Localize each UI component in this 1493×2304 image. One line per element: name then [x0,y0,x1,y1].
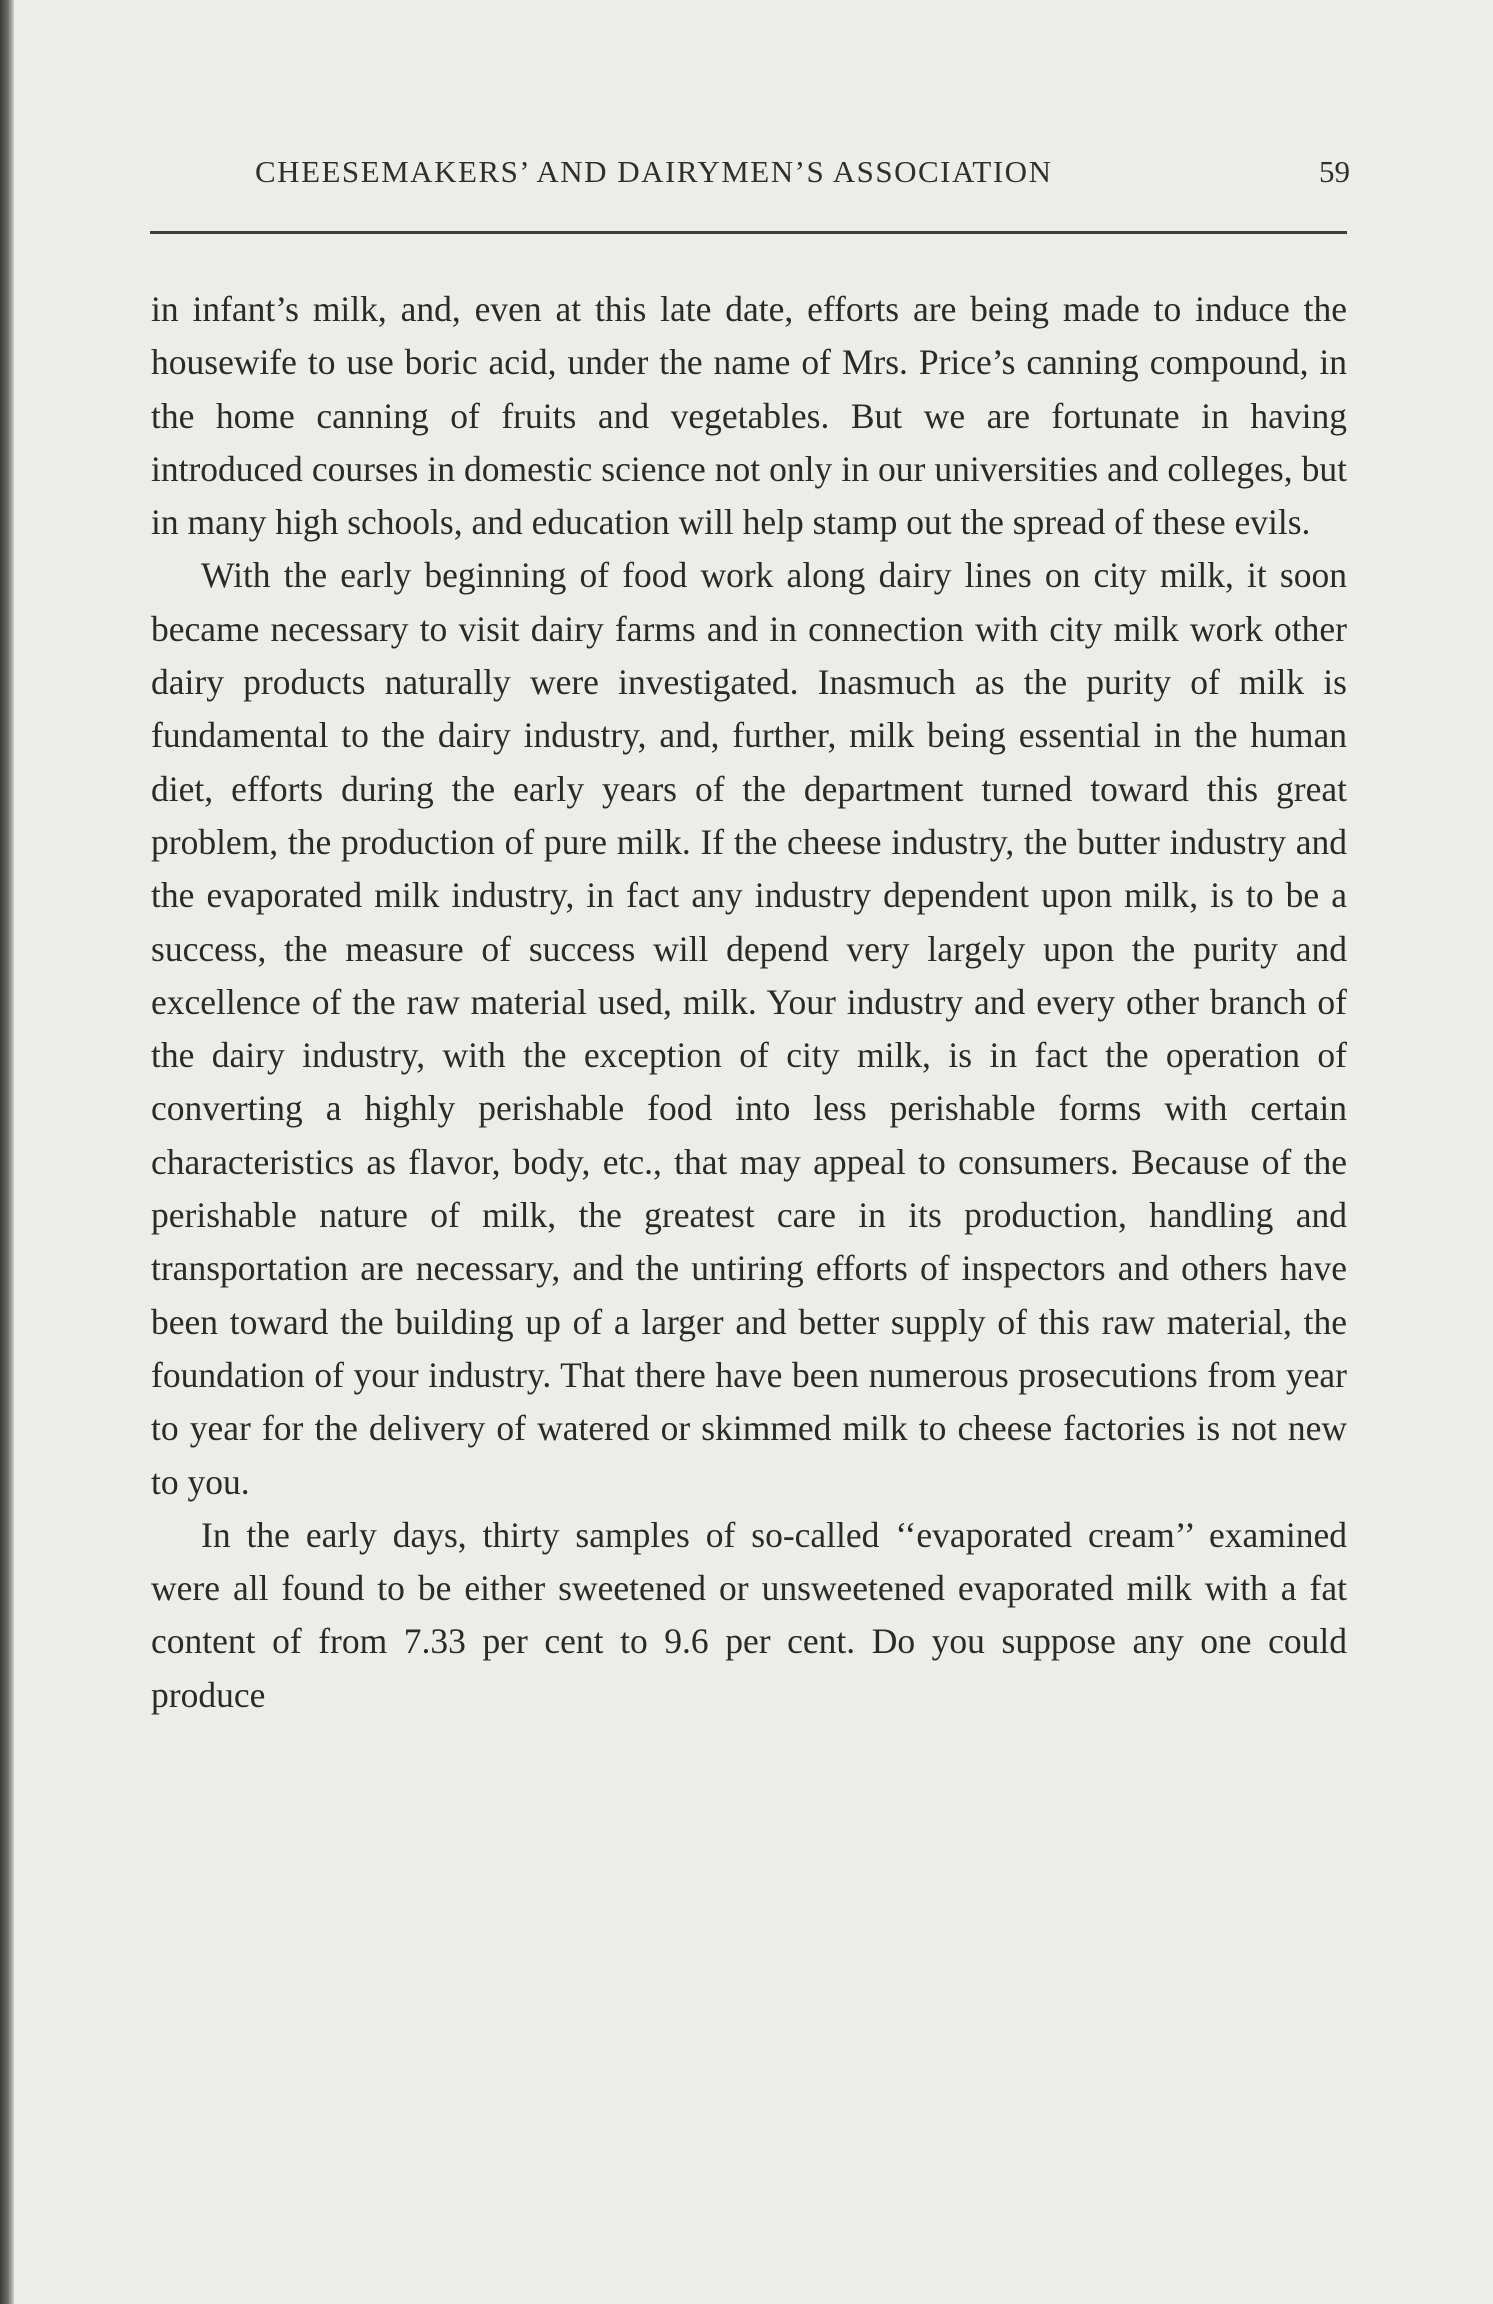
running-title: CHEESEMAKERS’ AND DAIRYMEN’S ASSOCIATION [255,154,1053,189]
paragraph-1: in infant’s milk, and, even at this late date, efforts are being made to induce the housewife to use boric acid, under the name of Mrs. Price’s canning compound, in the home canning of fruits and vegetables. But we are fortunate in having introduced courses in domestic science not only in our universities and colleges, but in many high schools, and education will help stamp out the spread of these evils. [151,289,1347,543]
page-number: 59 [1319,154,1350,189]
header-rule [150,231,1347,234]
body-text [151,283,1347,1722]
running-head [150,146,1350,196]
paragraph-3: In the early days, thirty samples of so-called ‘‘evaporated cream’’ examined were all found to be either sweetened or unsweetened evaporated milk with a fat content of from 7.33 per cent to 9.6 per cent. Do you suppose any one could produce [151,1514,1347,1715]
paragraph-2: With the early beginning of food work along dairy lines on city milk, it soon became necessary to visit dairy farms and in connection with city milk work other dairy products naturally were investigated. Inasmuch as the purity of milk is fundamental to the dairy industry, and, further, milk being essential in the human diet, efforts during the early years of the department turned toward this great problem, the production of pure milk. If the cheese industry, the butter industry and the evaporated milk industry, in fact any industry dependent upon milk, is to be a success, the measure of success will depend very largely upon the purity and excellence of the raw material used, milk. Your industry and every other branch of the dairy industry, with the exception of city milk, is in fact the operation of converting a highly perishable food into less perishable forms with certain characteristics as flavor, body, etc., that may appeal to consumers. Because of the perishable nature of milk, the greatest care in its production, handling and transportation are necessary, and the untiring efforts of inspectors and others have been toward the building up of a larger and better supply of this raw material, the foundation of your industry. That there have been numerous prosecutions from year to year for the delivery of watered or skimmed milk to cheese factories is not new to you. [151,555,1347,1502]
